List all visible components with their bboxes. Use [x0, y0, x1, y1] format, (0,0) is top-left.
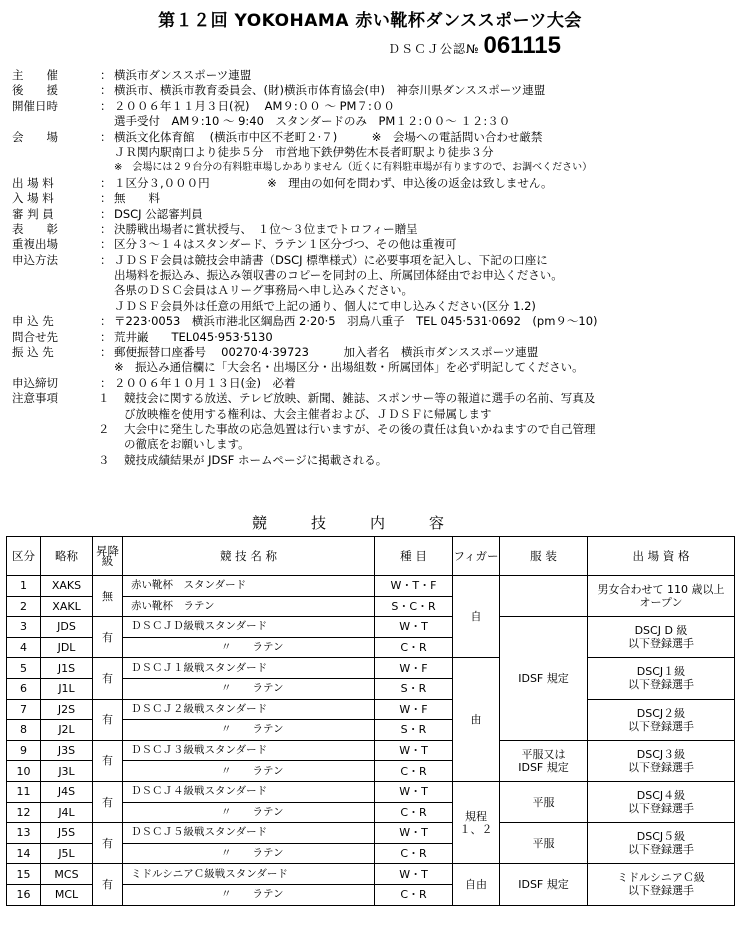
- cell-name: [123, 576, 375, 597]
- info-colon: ：: [100, 129, 112, 144]
- table-row: [7, 740, 735, 761]
- header-dress: 服 装: [500, 537, 588, 576]
- info-colon: ：: [100, 68, 112, 82]
- cell-kubun: 5: [7, 658, 41, 679]
- competition-name: ミドルシニアＣ級戦スタンダード: [131, 867, 288, 880]
- info-row: [12, 345, 732, 360]
- cell-event: W・T: [375, 781, 453, 802]
- note-text: び放映権を使用する権利は、大会主催者および、ＪＤＳＦに帰属します: [124, 406, 492, 421]
- cell-qualification: [588, 617, 735, 658]
- info-row: [12, 283, 732, 298]
- cell-name: [123, 637, 375, 658]
- cell-promotion: 有: [93, 740, 123, 781]
- info-row: [12, 268, 732, 283]
- header-abbr: 略称: [41, 537, 93, 576]
- cell-name: [123, 596, 375, 617]
- competition-name: 〃 ラテン: [221, 641, 284, 654]
- info-row: [12, 160, 732, 175]
- table-row: [7, 864, 735, 885]
- header-event: 種 目: [375, 537, 453, 576]
- info-colon: ：: [100, 221, 112, 236]
- cell-figure: [453, 781, 500, 863]
- cell-event: S・C・R: [375, 596, 453, 617]
- competition-name: ＤＳＣＪ４級戦スタンダード: [131, 785, 268, 798]
- cell-abbr: JDL: [41, 637, 93, 658]
- info-label: 主 催: [12, 68, 58, 82]
- cell-kubun: 7: [7, 699, 41, 720]
- info-row: [12, 207, 732, 222]
- cell-line: 以下登録選手: [628, 678, 694, 692]
- cell-name: [123, 699, 375, 720]
- header-name: 競 技 名 称: [123, 537, 375, 576]
- cell-qualification: [588, 781, 735, 822]
- cell-name: [123, 740, 375, 761]
- cell-line: DSCJ D 級: [634, 624, 688, 638]
- cell-name: [123, 761, 375, 782]
- table-row: [7, 823, 735, 844]
- info-row: [12, 130, 732, 145]
- cell-promotion: 有: [93, 781, 123, 822]
- cell-kubun: 9: [7, 740, 41, 761]
- cell-line: １、２: [459, 822, 493, 836]
- cell-qualification: [588, 576, 735, 617]
- cell-qualification: [588, 658, 735, 699]
- cell-qualification: [588, 740, 735, 781]
- cell-name: [123, 720, 375, 741]
- note-text: 競技成績結果が JDSF ホームページに掲載される。: [124, 452, 388, 467]
- cell-line: DSCJ３級: [636, 747, 686, 761]
- info-row: [12, 83, 732, 98]
- cell-event: W・T: [375, 617, 453, 638]
- info-row: [12, 253, 732, 268]
- cell-name: [123, 823, 375, 844]
- cell-kubun: 12: [7, 802, 41, 823]
- competition-name: 〃 ラテン: [221, 888, 284, 901]
- note-number: ３: [98, 452, 110, 467]
- cell-abbr: J4S: [41, 781, 93, 802]
- cell-line: ミドルシニアＣ級: [617, 871, 705, 885]
- info-section: [12, 68, 732, 468]
- competition-name: 〃 ラテン: [221, 847, 284, 860]
- info-value: 出場料を振込み、振込み領収書のコピーを同封の上、所属団体経由でお申込ください。: [114, 268, 563, 283]
- table-row: [7, 699, 735, 720]
- info-value: ＪＤＳＦ会員は競技会申請書（DSCJ 標準様式）に必要事項を記入し、下記の口座に: [114, 252, 548, 267]
- cell-name: [123, 658, 375, 679]
- info-value: 無 料: [114, 191, 160, 206]
- cell-event: W・T・F: [375, 576, 453, 597]
- info-row: [12, 360, 732, 375]
- cell-line: 以下登録選手: [628, 637, 694, 651]
- cell-figure: 自由: [453, 864, 500, 905]
- cell-abbr: J3L: [41, 761, 93, 782]
- info-label: 後 援: [12, 83, 58, 98]
- cell-line: DSCJ２級: [636, 706, 686, 720]
- competition-name: 赤い靴杯 スタンダード: [131, 579, 247, 592]
- note-line: [12, 407, 732, 422]
- doc-number-label: ＤＳＣＪ公認№: [388, 42, 480, 56]
- info-row: [12, 191, 732, 206]
- cell-abbr: MCS: [41, 864, 93, 885]
- cell-kubun: 10: [7, 761, 41, 782]
- cell-dress: [500, 576, 588, 617]
- section-title: 競技内容: [251, 514, 488, 532]
- cell-line: IDSF 規定: [518, 760, 569, 774]
- info-colon: ：: [100, 345, 112, 360]
- cell-event: W・F: [375, 699, 453, 720]
- info-row: [12, 145, 732, 160]
- competition-name: 赤い靴杯 ラテン: [131, 599, 215, 612]
- info-value: 横浜市ダンススポーツ連盟: [114, 68, 252, 82]
- cell-promotion: 有: [93, 658, 123, 699]
- cell-kubun: 8: [7, 720, 41, 741]
- cell-event: W・F: [375, 658, 453, 679]
- cell-event: W・T: [375, 823, 453, 844]
- info-value: 決勝戦出場者に賞状授与、 １位～３位までトロフィー贈呈: [114, 221, 418, 236]
- table-row: [7, 658, 735, 679]
- info-label: 表 彰: [12, 221, 58, 236]
- info-value: 横浜文化体育館 (横浜市中区不老町２·７) ※ 会場への電話問い合わせ厳禁: [114, 129, 543, 144]
- page-title: 第１２回 YOKOHAMA 赤い靴杯ダンススポーツ大会: [158, 11, 582, 31]
- note-text: 競技会に関する放送、テレビ放映、新聞、雑誌、スポンサー等の報道に選手の名前、写真及: [124, 391, 596, 406]
- cell-line: 以下登録選手: [628, 843, 694, 857]
- info-label: 会 場: [12, 129, 58, 144]
- cell-name: [123, 843, 375, 864]
- cell-qualification: [588, 823, 735, 864]
- info-row: [12, 376, 732, 391]
- cell-name: [123, 864, 375, 885]
- cell-line: 以下登録選手: [628, 760, 694, 774]
- cell-abbr: J1L: [41, 678, 93, 699]
- info-label: 問合せ先: [12, 329, 58, 344]
- cell-abbr: JDS: [41, 617, 93, 638]
- cell-kubun: 11: [7, 781, 41, 802]
- note-number: １: [98, 391, 110, 406]
- info-colon: ：: [100, 191, 112, 206]
- info-value: ※ 振込み通信欄に「大会名・出場区分・出場組数・所属団体」を必ず明記してください。: [114, 360, 584, 375]
- cell-qualification: [588, 699, 735, 740]
- cell-abbr: MCL: [41, 884, 93, 905]
- info-label: 入 場 料: [12, 191, 54, 206]
- doc-number: 061115: [483, 32, 561, 59]
- cell-line: 以下登録選手: [628, 802, 694, 816]
- info-value: 各県のＤＳＣ会員はＡリーグ事務局へ申し込みください。: [114, 283, 413, 298]
- note-number: ２: [98, 421, 110, 436]
- competition-name: ＤＳＣＪ２級戦スタンダード: [131, 702, 268, 715]
- info-row: [12, 222, 732, 237]
- info-colon: ：: [100, 314, 112, 329]
- header-qualification: 出 場 資 格: [588, 537, 735, 576]
- competition-name: 〃 ラテン: [221, 682, 284, 695]
- cell-abbr: J4L: [41, 802, 93, 823]
- info-row: [12, 330, 732, 345]
- cell-kubun: 3: [7, 617, 41, 638]
- competition-name: 〃 ラテン: [221, 723, 284, 736]
- cell-kubun: 2: [7, 596, 41, 617]
- cell-abbr: J1S: [41, 658, 93, 679]
- cell-abbr: J2S: [41, 699, 93, 720]
- cell-event: S・R: [375, 720, 453, 741]
- cell-dress: 平服: [500, 781, 588, 822]
- info-label: 出 場 料: [12, 175, 54, 190]
- header-kubun: 区分: [7, 537, 41, 576]
- cell-abbr: J2L: [41, 720, 93, 741]
- cell-line: 男女合わせて 110 歳以上: [597, 583, 725, 597]
- cell-promotion: 有: [93, 864, 123, 905]
- info-value: 区分３～１４はスタンダード、ラテン１区分づつ、その他は重複可: [114, 237, 457, 252]
- table-row: [7, 781, 735, 802]
- info-colon: ：: [100, 329, 112, 344]
- header-promotion: 昇降級: [93, 537, 123, 576]
- cell-promotion: 有: [93, 823, 123, 864]
- cell-name: [123, 617, 375, 638]
- cell-dress: IDSF 規定: [500, 617, 588, 741]
- competition-name: 〃 ラテン: [221, 764, 284, 777]
- cell-event: C・R: [375, 802, 453, 823]
- note-text: の徹底をお願いします。: [124, 437, 250, 452]
- info-label: 振 込 先: [12, 345, 54, 360]
- info-label: 審 判 員: [12, 206, 54, 221]
- info-colon: ：: [100, 252, 112, 267]
- cell-kubun: 14: [7, 843, 41, 864]
- info-label: 申込締切: [12, 375, 58, 390]
- table-row: [7, 576, 735, 597]
- info-value: ２００６年１０月１３日(金) 必着: [114, 375, 296, 390]
- info-value: DSCJ 公認審判員: [114, 206, 203, 221]
- info-colon: ：: [100, 375, 112, 390]
- cell-abbr: J5S: [41, 823, 93, 844]
- competition-name: ＤＳＣＪ５級戦スタンダード: [131, 826, 268, 839]
- cell-name: [123, 802, 375, 823]
- cell-event: W・T: [375, 740, 453, 761]
- cell-dress: [500, 740, 588, 781]
- info-colon: ：: [100, 237, 112, 252]
- info-row: [12, 99, 732, 114]
- notes-label: 注意事項: [12, 391, 58, 406]
- info-value: ※ 会場には２９台分の有料駐車場しかありません（近くに有料駐車場が有りますので、お調べください）: [114, 162, 593, 174]
- cell-abbr: J3S: [41, 740, 93, 761]
- info-row: [12, 114, 732, 129]
- header-figure: フィガー: [453, 537, 500, 576]
- info-value: ＪＲ関内駅南口より徒歩５分 市営地下鉄伊勢佐木長者町駅より徒歩３分: [114, 144, 494, 159]
- note-line: [12, 437, 732, 452]
- cell-line: DSCJ１級: [636, 665, 686, 679]
- info-label: 開催日時: [12, 98, 58, 113]
- cell-event: C・R: [375, 637, 453, 658]
- info-row: [12, 176, 732, 191]
- cell-abbr: XAKL: [41, 596, 93, 617]
- cell-name: [123, 781, 375, 802]
- info-label: 重複出場: [12, 237, 58, 252]
- cell-line: 以下登録選手: [628, 719, 694, 733]
- info-row: [12, 299, 732, 314]
- competition-name: ＤＳＣＪＤ級戦スタンダード: [131, 620, 268, 633]
- cell-event: W・T: [375, 864, 453, 885]
- competition-name: 〃 ラテン: [221, 805, 284, 818]
- cell-abbr: XAKS: [41, 576, 93, 597]
- cell-figure: 由: [453, 658, 500, 782]
- info-colon: ：: [100, 83, 112, 98]
- cell-promotion: 有: [93, 699, 123, 740]
- cell-line: DSCJ５級: [636, 830, 686, 844]
- cell-line: オープン: [639, 596, 683, 610]
- cell-dress: IDSF 規定: [500, 864, 588, 905]
- info-value: 荒井巌 TEL045·953·5130: [114, 329, 273, 344]
- info-value: ＪＤＳＦ会員外は任意の用紙で上記の通り、個人にて申し込みください(区分 1.2): [114, 298, 536, 313]
- cell-kubun: 15: [7, 864, 41, 885]
- cell-event: C・R: [375, 843, 453, 864]
- info-colon: ：: [100, 98, 112, 113]
- info-value: １区分３,０００円 ※ 理由の如何を問わず、申込後の返金は致しません。: [114, 175, 553, 190]
- cell-promotion: 有: [93, 617, 123, 658]
- cell-figure: 自: [453, 576, 500, 658]
- cell-event: C・R: [375, 884, 453, 905]
- cell-kubun: 16: [7, 884, 41, 905]
- table-header-row: [7, 537, 735, 576]
- note-line: [12, 391, 732, 406]
- info-value: 横浜市、横浜市教育委員会、(財)横浜市体育協会(申) 神奈川県ダンススポーツ連盟: [114, 83, 546, 98]
- note-text: 大会中に発生した事故の応急処置は行いますが、その後の責任は負いかねますので自己管理: [124, 421, 596, 436]
- cell-event: C・R: [375, 761, 453, 782]
- cell-line: DSCJ４級: [636, 789, 686, 803]
- info-colon: ：: [100, 206, 112, 221]
- info-value: 選手受付 AM９:10 ～ 9:40 スタンダードのみ PM１２:００～ １２:３０: [114, 114, 511, 129]
- cell-dress: 平服: [500, 823, 588, 864]
- cell-kubun: 1: [7, 576, 41, 597]
- info-value: 郵便振替口座番号 00270·4·39723 加入者名 横浜市ダンススポーツ連盟: [114, 345, 539, 360]
- info-value: 〒223·0053 横浜市港北区綱島西 2·20·5 羽鳥八重子 TEL 045·531·0692 (pm９～10): [114, 314, 598, 329]
- cell-kubun: 4: [7, 637, 41, 658]
- cell-promotion: 無: [93, 576, 123, 617]
- info-label: 申込方法: [12, 252, 58, 267]
- info-row: [12, 68, 732, 83]
- cell-name: [123, 678, 375, 699]
- cell-line: 以下登録選手: [628, 884, 694, 898]
- doc-number-block: [388, 32, 561, 60]
- cell-name: [123, 884, 375, 905]
- info-colon: ：: [100, 175, 112, 190]
- info-row: [12, 237, 732, 252]
- cell-kubun: 6: [7, 678, 41, 699]
- cell-kubun: 13: [7, 823, 41, 844]
- cell-line: 平服又は: [521, 747, 566, 761]
- competition-name: ＤＳＣＪ１級戦スタンダード: [131, 661, 268, 674]
- note-line: [12, 453, 732, 468]
- competition-table: [6, 536, 735, 906]
- info-value: ２００６年１１月３日(祝) AM９:００ ～ PM７:００: [114, 98, 395, 113]
- info-row: [12, 314, 732, 329]
- cell-qualification: [588, 864, 735, 905]
- table-row: [7, 617, 735, 638]
- info-label: 申 込 先: [12, 314, 54, 329]
- note-line: [12, 422, 732, 437]
- cell-event: S・R: [375, 678, 453, 699]
- competition-name: ＤＳＣＪ３級戦スタンダード: [131, 744, 268, 757]
- cell-abbr: J5L: [41, 843, 93, 864]
- cell-line: 規程: [465, 809, 487, 823]
